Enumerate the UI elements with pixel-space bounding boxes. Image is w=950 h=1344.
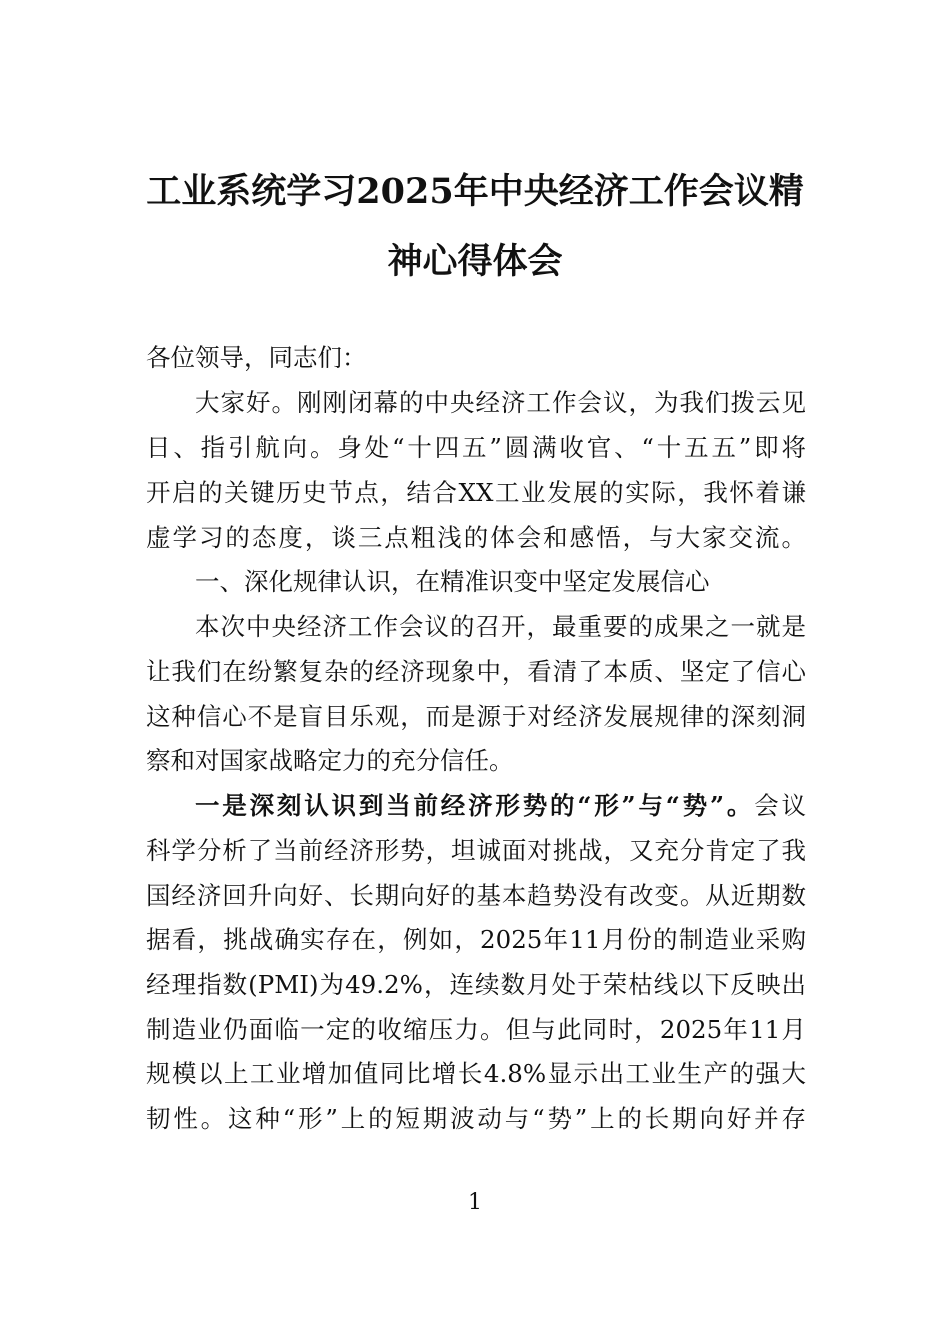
intro-line: 开启的关键历史节点，结合XX工业发展的实际，我怀着谦 <box>146 478 806 507</box>
point-1-line: 制造业仍面临一定的收缩压力。但与此同时，2025年11月 <box>146 1015 806 1044</box>
point-1-first-line-rest: 会议 <box>754 791 806 820</box>
page-number: 1 <box>468 1190 482 1215</box>
point-1-first-line <box>195 790 806 822</box>
point-1-line: 经理指数(PMI)为49.2%，连续数月处于荣枯线以下反映出 <box>146 970 806 999</box>
intro-line: 大家好。刚刚闭幕的中央经济工作会议，为我们拨云见 <box>195 388 806 417</box>
point-1-line: 韧性。这种“形”上的短期波动与“势”上的长期向好并存 <box>146 1104 806 1133</box>
section-1-paragraph-line: 本次中央经济工作会议的召开，最重要的成果之一就是 <box>195 612 806 641</box>
section-1-heading: 一、深化规律认识，在精准识变中坚定发展信心 <box>195 567 710 596</box>
section-1-paragraph-line: 这种信心不是盲目乐观，而是源于对经济发展规律的深刻洞 <box>146 702 806 731</box>
intro-line: 日、指引航向。身处“十四五”圆满收官、“十五五”即将 <box>146 433 806 462</box>
point-1-line: 科学分析了当前经济形势，坦诚面对挑战，又充分肯定了我 <box>146 836 806 865</box>
document-title-line-1: 工业系统学习2025年中央经济工作会议精 <box>146 171 804 212</box>
intro-line: 虚学习的态度，谈三点粗浅的体会和感悟，与大家交流。 <box>146 523 806 552</box>
point-1-line: 国经济回升向好、长期向好的基本趋势没有改变。从近期数 <box>146 881 806 910</box>
section-1-paragraph-line: 察和对国家战略定力的充分信任。 <box>146 746 514 775</box>
point-1-line: 据看，挑战确实存在，例如，2025年11月份的制造业采购 <box>146 925 806 954</box>
section-1-paragraph-line: 让我们在纷繁复杂的经济现象中，看清了本质、坚定了信心 <box>146 657 806 686</box>
point-1-heading: 一是深刻认识到当前经济形势的“形”与“势”。 <box>195 791 755 820</box>
document-title-line-2: 神心得体会 <box>387 241 563 282</box>
point-1-line: 规模以上工业增加值同比增长4.8%显示出工业生产的强大 <box>146 1059 806 1088</box>
salutation: 各位领导，同志们： <box>146 343 367 372</box>
